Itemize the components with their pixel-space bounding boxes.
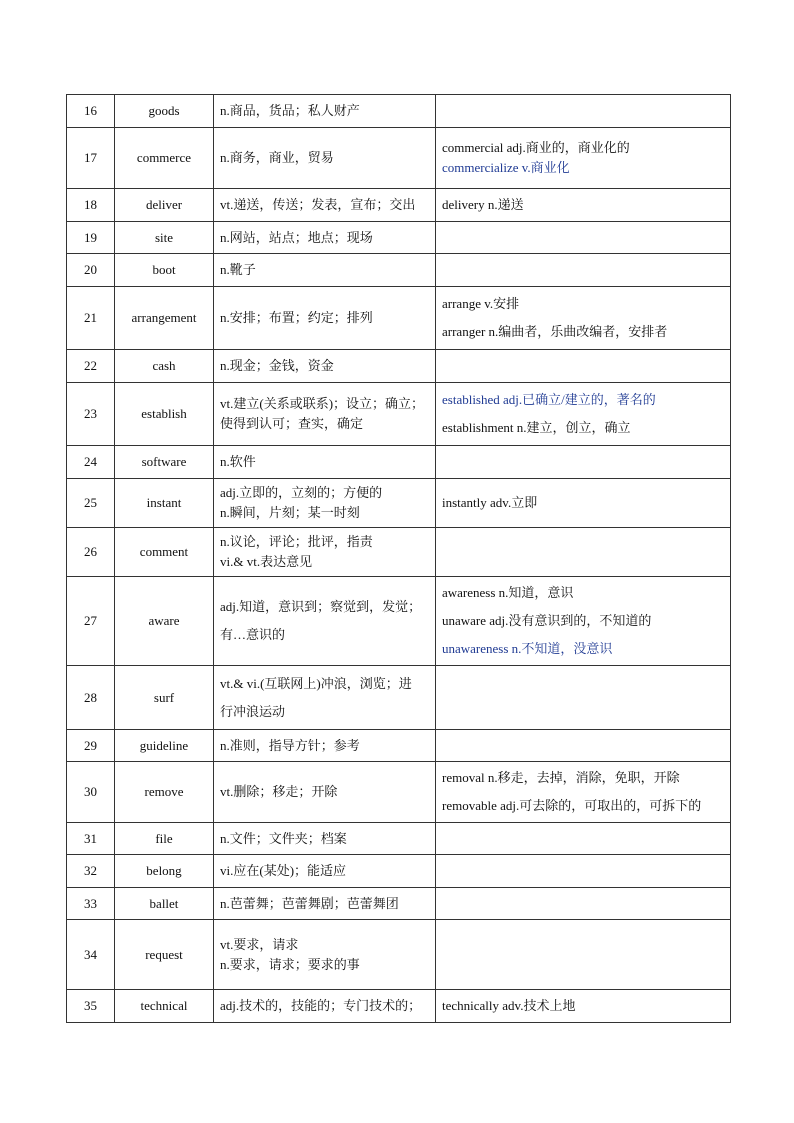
derivatives-cell xyxy=(436,222,731,254)
meaning-line: vi.& vt.表达意见 xyxy=(220,554,313,569)
table-row xyxy=(67,254,731,287)
row-number: 22 xyxy=(67,350,115,383)
row-number: 29 xyxy=(67,730,115,762)
word-cell: software xyxy=(115,446,214,479)
table-row xyxy=(67,222,731,254)
meaning-line: n.芭蕾舞；芭蕾舞剧；芭蕾舞团 xyxy=(220,895,399,911)
table-row xyxy=(67,888,731,920)
meaning-line: vt.递送，传送；发表，宣布；交出 xyxy=(220,197,416,212)
meaning-cell xyxy=(214,920,436,990)
meaning-cell xyxy=(214,528,436,577)
derivative-line: technically adv.技术上地 xyxy=(442,998,576,1013)
meaning-line: 使得到认可；查实，确定 xyxy=(220,416,364,431)
word-cell: deliver xyxy=(115,189,214,222)
word-cell: establish xyxy=(115,383,214,446)
derivatives-cell xyxy=(436,666,731,730)
word-cell: guideline xyxy=(115,730,214,762)
row-number: 31 xyxy=(67,823,115,855)
meaning-line: vt.删除；移走；开除 xyxy=(220,784,338,799)
meaning-cell xyxy=(214,666,436,730)
derivative-line: instantly adv.立即 xyxy=(442,495,538,510)
meaning-cell xyxy=(214,823,436,855)
meaning-cell xyxy=(214,287,436,350)
vocabulary-table xyxy=(66,94,731,1023)
meaning-line: vt.& vi.(互联网上)冲浪，浏览；进 xyxy=(220,675,412,691)
table-row xyxy=(67,95,731,128)
table-row xyxy=(67,762,731,823)
row-number: 23 xyxy=(67,383,115,446)
meaning-cell xyxy=(214,730,436,762)
table-row xyxy=(67,990,731,1023)
word-cell: comment xyxy=(115,528,214,577)
row-number: 21 xyxy=(67,287,115,350)
table-row xyxy=(67,189,731,222)
derivatives-cell xyxy=(436,990,731,1023)
derivative-line: arranger n.编曲者，乐曲改编者，安排者 xyxy=(442,324,668,339)
row-number: 34 xyxy=(67,920,115,990)
row-number: 17 xyxy=(67,128,115,189)
table-row xyxy=(67,528,731,577)
meaning-line: n.靴子 xyxy=(220,262,256,277)
table-row xyxy=(67,128,731,189)
derivatives-cell xyxy=(436,446,731,479)
row-number: 20 xyxy=(67,254,115,287)
row-number: 24 xyxy=(67,446,115,479)
word-cell: request xyxy=(115,920,214,990)
table-row xyxy=(67,287,731,350)
table-row xyxy=(67,446,731,479)
meaning-line: vi.应在(某处)；能适应 xyxy=(220,863,347,878)
derivatives-cell xyxy=(436,95,731,128)
table-row xyxy=(67,350,731,383)
table-row xyxy=(67,730,731,762)
derivatives-cell xyxy=(436,762,731,823)
derivative-line: arrange v.安排 xyxy=(442,296,520,311)
word-cell: file xyxy=(115,823,214,855)
meaning-cell xyxy=(214,479,436,528)
meaning-line: n.要求，请求；要求的事 xyxy=(220,956,360,972)
meaning-line: vt.要求，请求 xyxy=(220,936,299,952)
word-cell: aware xyxy=(115,577,214,666)
meaning-line: n.议论，评论；批评，指责 xyxy=(220,534,373,549)
word-cell: instant xyxy=(115,479,214,528)
derivative-line: unawareness n.不知道，没意识 xyxy=(442,641,613,656)
derivatives-cell xyxy=(436,730,731,762)
meaning-cell xyxy=(214,855,436,888)
meaning-cell xyxy=(214,762,436,823)
meaning-cell xyxy=(214,350,436,383)
meaning-cell xyxy=(214,254,436,287)
meaning-line: n.安排；布置；约定；排列 xyxy=(220,310,373,325)
meaning-line: n.网站，站点；地点；现场 xyxy=(220,229,373,245)
derivatives-cell xyxy=(436,855,731,888)
derivatives-cell xyxy=(436,528,731,577)
meaning-line: vt.建立(关系或联系)；设立；确立； xyxy=(220,396,425,411)
word-cell: belong xyxy=(115,855,214,888)
derivatives-cell xyxy=(436,888,731,920)
table-row xyxy=(67,920,731,990)
word-cell: boot xyxy=(115,254,214,287)
derivative-line: unaware adj.没有意识到的，不知道的 xyxy=(442,613,652,628)
word-cell: technical xyxy=(115,990,214,1023)
meaning-line: adj.知道，意识到；察觉到，发觉； xyxy=(220,599,422,614)
meaning-cell xyxy=(214,888,436,920)
meaning-cell xyxy=(214,577,436,666)
row-number: 32 xyxy=(67,855,115,888)
row-number: 16 xyxy=(67,95,115,128)
derivative-line: delivery n.递送 xyxy=(442,197,524,212)
derivatives-cell xyxy=(436,383,731,446)
row-number: 26 xyxy=(67,528,115,577)
table-row xyxy=(67,383,731,446)
word-cell: remove xyxy=(115,762,214,823)
word-cell: cash xyxy=(115,350,214,383)
word-cell: commerce xyxy=(115,128,214,189)
row-number: 35 xyxy=(67,990,115,1023)
vocabulary-table-body xyxy=(67,95,731,1023)
meaning-cell xyxy=(214,990,436,1023)
derivatives-cell xyxy=(436,189,731,222)
row-number: 30 xyxy=(67,762,115,823)
meaning-cell xyxy=(214,95,436,128)
table-row xyxy=(67,666,731,730)
row-number: 19 xyxy=(67,222,115,254)
derivatives-cell xyxy=(436,128,731,189)
derivative-line: commercial adj.商业的，商业化的 xyxy=(442,140,630,155)
row-number: 25 xyxy=(67,479,115,528)
meaning-line: 有…意识的 xyxy=(220,627,286,642)
meaning-cell xyxy=(214,222,436,254)
meaning-line: n.准则，指导方针；参考 xyxy=(220,737,360,753)
word-cell: ballet xyxy=(115,888,214,920)
derivatives-cell xyxy=(436,920,731,990)
meaning-line: n.商品，货品；私人财产 xyxy=(220,103,360,118)
row-number: 28 xyxy=(67,666,115,730)
derivative-line: commercialize v.商业化 xyxy=(442,160,570,175)
derivatives-cell xyxy=(436,350,731,383)
word-cell: arrangement xyxy=(115,287,214,350)
meaning-cell xyxy=(214,189,436,222)
derivatives-cell xyxy=(436,823,731,855)
meaning-line: n.商务，商业，贸易 xyxy=(220,150,334,165)
derivatives-cell xyxy=(436,577,731,666)
meaning-line: n.文件；文件夹；档案 xyxy=(220,830,347,846)
derivative-line: established adj.已确立/建立的，著名的 xyxy=(442,392,656,407)
row-number: 33 xyxy=(67,888,115,920)
meaning-line: 行冲浪运动 xyxy=(220,703,286,719)
word-cell: surf xyxy=(115,666,214,730)
derivative-line: establishment n.建立，创立，确立 xyxy=(442,420,631,435)
meaning-cell xyxy=(214,383,436,446)
meaning-line: n.软件 xyxy=(220,454,256,469)
row-number: 27 xyxy=(67,577,115,666)
table-row xyxy=(67,823,731,855)
word-cell: site xyxy=(115,222,214,254)
meaning-line: adj.立即的，立刻的；方便的 xyxy=(220,485,383,500)
derivatives-cell xyxy=(436,287,731,350)
meaning-cell xyxy=(214,128,436,189)
meaning-cell xyxy=(214,446,436,479)
meaning-line: adj.技术的，技能的；专门技术的； xyxy=(220,998,422,1013)
meaning-line: n.瞬间，片刻；某一时刻 xyxy=(220,505,360,520)
derivative-line: awareness n.知道，意识 xyxy=(442,585,574,600)
table-row xyxy=(67,577,731,666)
derivative-line: removal n.移走，去掉，消除，免职，开除 xyxy=(442,770,680,785)
meaning-line: n.现金；金钱，资金 xyxy=(220,358,334,373)
table-row xyxy=(67,479,731,528)
derivatives-cell xyxy=(436,254,731,287)
table-row xyxy=(67,855,731,888)
derivative-line: removable adj.可去除的，可取出的，可拆下的 xyxy=(442,798,702,813)
derivatives-cell xyxy=(436,479,731,528)
row-number: 18 xyxy=(67,189,115,222)
word-cell: goods xyxy=(115,95,214,128)
